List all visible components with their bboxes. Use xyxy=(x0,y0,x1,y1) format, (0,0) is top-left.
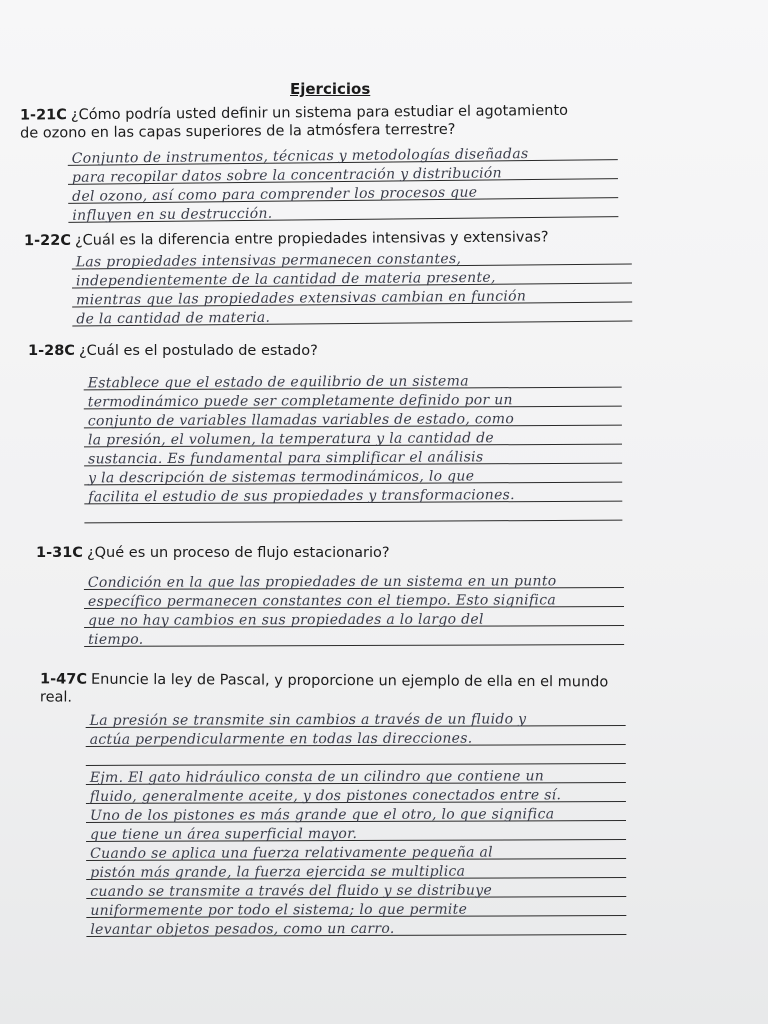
handwritten-text: mientras que las propiedades extensivas cambian en función xyxy=(76,288,527,309)
question-line: de ozono en las capas superiores de la atmósfera terrestre? xyxy=(20,121,456,142)
handwritten-text: sustancia. Es fundamental para simplificar el análisis xyxy=(88,449,484,468)
answer-line xyxy=(84,607,624,628)
handwritten-text: pistón más grande, la fuerza ejercida se multiplica xyxy=(90,863,466,881)
handwritten-text: y la descripción de sistemas termodinámicos, lo que xyxy=(88,468,475,487)
question-1-31c xyxy=(36,544,636,562)
handwritten-text: que tiene un área superficial mayor. xyxy=(90,825,358,843)
question-line xyxy=(36,544,636,562)
answer-line xyxy=(86,707,626,728)
answer-line xyxy=(84,569,624,590)
question-number: 1-47C xyxy=(40,671,88,688)
answer-line xyxy=(86,897,626,918)
answer-line xyxy=(84,588,624,609)
handwritten-text: tiempo. xyxy=(88,631,144,648)
answer-line xyxy=(86,764,626,785)
handwritten-text: del ozono, así como para comprender los procesos que xyxy=(72,184,478,205)
handwritten-text: levantar objetos pesados, como un carro. xyxy=(90,920,395,938)
handwritten-text: para recopilar datos sobre la concentración y distribución xyxy=(71,165,502,186)
handwritten-text: cuando se transmite a través del fluido y se distribuye xyxy=(90,882,493,900)
handwritten-text: la presión, el volumen, la temperatura y la cantidad de xyxy=(87,430,495,449)
handwritten-text: Condición en la que las propiedades de un sistema en un punto xyxy=(87,573,557,591)
handwritten-text: Establece que el estado de equilibrio de un sistema xyxy=(87,373,469,392)
handwritten-text: independientemente de la cantidad de materia presente, xyxy=(75,269,496,290)
answer-1-21c xyxy=(68,141,619,223)
handwritten-text: conjunto de variables llamadas variables de estado, como xyxy=(87,411,515,430)
answer-1-47c xyxy=(86,707,627,937)
question-1-28c xyxy=(28,342,628,360)
handwritten-text: Cuando se aplica una fuerza relativamente pequeña al xyxy=(90,844,493,862)
answer-line xyxy=(86,859,626,880)
answer-line xyxy=(86,916,626,937)
answer-line xyxy=(86,745,626,766)
question-text: Enuncie la ley de Pascal, y proporcione un ejemplo de ella en el mundo xyxy=(90,671,609,691)
handwritten-text: facilita el estudio de sus propiedades y transformaciones. xyxy=(88,487,515,506)
answer-1-31c xyxy=(84,569,624,647)
handwritten-text: Las propiedades intensivas permanecen constantes, xyxy=(75,251,462,271)
question-number: 1-31C xyxy=(36,545,83,561)
question-1-21c xyxy=(20,101,620,142)
question-line: real. xyxy=(39,689,73,706)
handwritten-text: fluido, generalmente aceite, y dos pistones conectados entre sí. xyxy=(89,787,562,805)
handwritten-text: Uno de los pistones es más grande que el otro, lo que significa xyxy=(89,806,555,824)
answer-line xyxy=(86,802,626,823)
handwritten-text: uniformemente por todo el sistema; lo que permite xyxy=(90,901,468,919)
handwritten-text: que no hay cambios en sus propiedades a lo largo del xyxy=(88,611,484,629)
question-number: 1-22C xyxy=(23,232,71,250)
handwritten-text: Ejm. El gato hidráulico consta de un cilindro que contiene un xyxy=(89,768,545,786)
handwritten-text: La presión se transmite sin cambios a través de un fluido y xyxy=(89,711,527,729)
question-text: ¿Cuál es la diferencia entre propiedades intensivas y extensivas? xyxy=(74,229,549,249)
handwritten-text: Conjunto de instrumentos, técnicas y metodologías diseñadas xyxy=(71,146,529,167)
handwritten-text: termodinámico puede ser completamente definido por un xyxy=(87,392,513,411)
answer-line xyxy=(86,840,626,861)
page-title: Ejercicios xyxy=(290,80,371,98)
question-number: 1-28C xyxy=(28,343,75,359)
answer-line xyxy=(86,821,626,842)
handwritten-text: influyen en su destrucción. xyxy=(72,205,273,224)
answer-1-22c xyxy=(72,246,633,327)
answer-line xyxy=(72,303,632,327)
answer-line xyxy=(86,726,626,747)
question-line xyxy=(28,342,628,360)
question-text: ¿Cuál es el postulado de estado? xyxy=(78,343,318,359)
handwritten-text: actúa perpendicularmente en todas las direcciones. xyxy=(89,730,473,748)
question-number: 1-21C xyxy=(19,107,67,124)
question-line xyxy=(40,670,640,691)
question-text: ¿Qué es un proceso de flujo estacionario? xyxy=(86,545,390,561)
handwritten-text: de la cantidad de materia. xyxy=(76,309,271,328)
answer-line xyxy=(84,502,622,524)
handwritten-text: específico permanecen constantes con el tiempo. Esto significa xyxy=(87,592,557,610)
answer-line xyxy=(86,878,626,899)
answer-1-28c xyxy=(84,369,623,524)
question-text: ¿Cómo podría usted definir un sistema para estudiar el agotamiento xyxy=(70,102,569,124)
question-1-47c xyxy=(40,670,640,709)
answer-line xyxy=(86,783,626,804)
answer-line xyxy=(84,626,624,647)
